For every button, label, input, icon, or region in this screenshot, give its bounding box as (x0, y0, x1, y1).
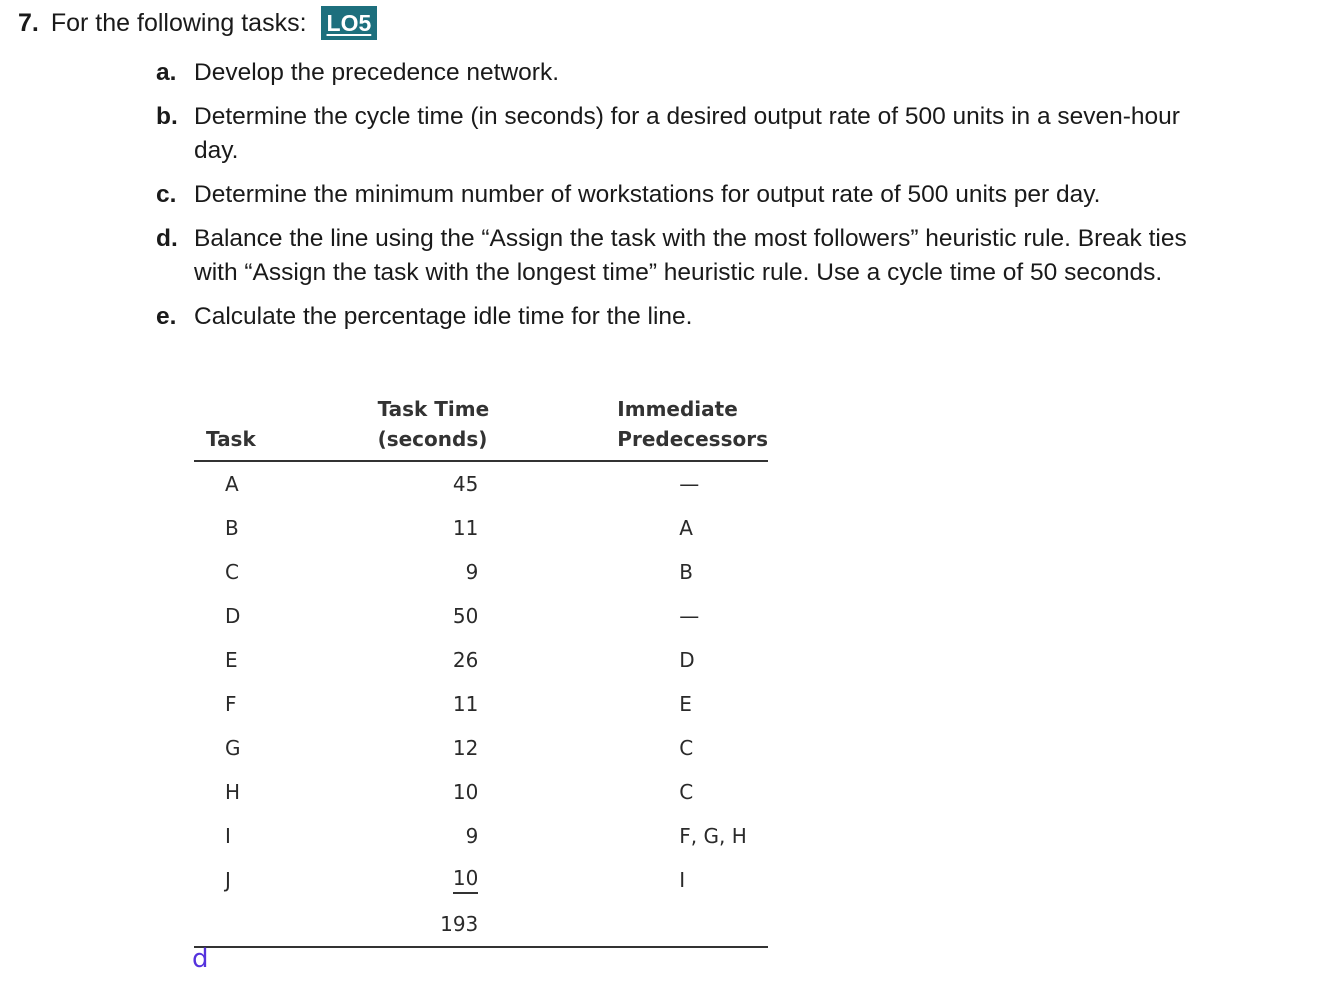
question-number: 7. (18, 9, 39, 37)
table-row (194, 506, 768, 550)
question-intro: For the following tasks: (50, 9, 307, 37)
cell-task: H (225, 780, 241, 804)
cell-task: J (225, 868, 231, 892)
cell-time: 45 (452, 472, 479, 496)
header-task: Task (194, 394, 278, 461)
table-row (194, 594, 768, 638)
question-heading (18, 6, 377, 40)
item-text: Calculate the percentage idle time for the line. (194, 303, 693, 330)
table-row (194, 726, 768, 770)
header-task-time: Task Time (seconds) (278, 394, 618, 461)
cell-predecessors: — (679, 472, 700, 496)
list-item (156, 222, 1196, 290)
cell-predecessors: E (679, 692, 692, 716)
list-item (156, 300, 1196, 334)
list-item (156, 178, 1196, 212)
cell-predecessors: C (679, 780, 694, 804)
cell-time: 10 (452, 780, 479, 804)
cell-task: I (225, 824, 231, 848)
item-text: Determine the cycle time (in seconds) for a desired output rate of 500 units in a seven-hour day. (194, 103, 1180, 164)
cell-time: 10 (278, 858, 618, 902)
list-item (156, 56, 1196, 90)
table-row (194, 550, 768, 594)
table-row (194, 638, 768, 682)
table-row (194, 461, 768, 506)
table-row (194, 682, 768, 726)
table-row (194, 770, 768, 814)
table-row (194, 858, 768, 902)
cell-time: 11 (452, 692, 479, 716)
table-header-row (194, 394, 768, 461)
cell-task: B (225, 516, 239, 540)
cell-total-time: 193 (278, 902, 618, 947)
cell-time: 9 (465, 560, 479, 584)
table-total-row (194, 902, 768, 947)
cell-time: 9 (465, 824, 479, 848)
item-text: Balance the line using the “Assign the task with the most followers” heuristic rule. Break ties with “Assign the task with the longest time” heuristic rule. Use a cycle time of 50 seconds. (194, 225, 1187, 286)
item-letter: c. (156, 181, 177, 208)
cell-predecessors: F, G, H (679, 824, 747, 848)
cell-predecessors: B (679, 560, 694, 584)
cell-time: 11 (452, 516, 479, 540)
cell-predecessors: — (679, 604, 700, 628)
item-letter: b. (156, 103, 178, 130)
item-letter: a. (156, 59, 177, 86)
list-item (156, 100, 1196, 168)
cell-time: 26 (452, 648, 479, 672)
cell-task: D (225, 604, 241, 628)
cell-time: 50 (452, 604, 479, 628)
table-row (194, 814, 768, 858)
learning-objective-badge[interactable]: LO5 (321, 6, 378, 40)
task-table (194, 394, 768, 948)
cell-task: E (225, 648, 238, 672)
cell-task: A (225, 472, 239, 496)
header-predecessors: Immediate Predecessors (617, 394, 768, 461)
cell-predecessors: I (679, 868, 686, 892)
cell-task: F (225, 692, 237, 716)
cell-task: C (225, 560, 239, 584)
item-letter: d. (156, 225, 178, 252)
task-list (156, 56, 1196, 344)
cell-time: 12 (452, 736, 479, 760)
cell-predecessors: A (679, 516, 693, 540)
item-text: Develop the precedence network. (194, 59, 559, 86)
item-letter: e. (156, 303, 177, 330)
item-text: Determine the minimum number of workstations for output rate of 500 units per day. (194, 181, 1101, 208)
cell-predecessors: D (679, 648, 695, 672)
cell-predecessors: C (679, 736, 694, 760)
footer-mark: d (192, 944, 209, 974)
cell-task: G (225, 736, 241, 760)
